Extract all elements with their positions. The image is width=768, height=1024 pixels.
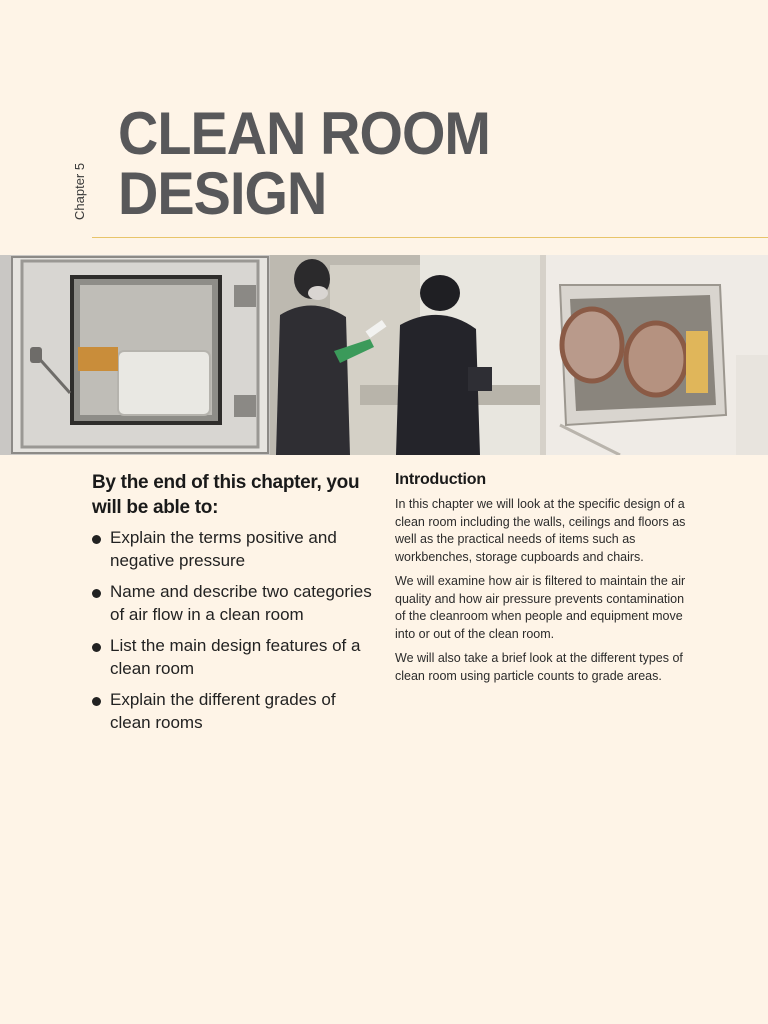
chapter-title — [118, 100, 490, 227]
objective-text: List the main design features of a clean room — [110, 636, 361, 678]
objective-text: Explain the terms positive and negative pressure — [110, 528, 337, 570]
objective-item — [92, 526, 372, 572]
bullet-icon — [92, 643, 101, 652]
bullet-icon — [92, 535, 101, 544]
introduction-paragraph: We will also take a brief look at the different types of clean room using particle counts to grade areas. — [395, 651, 683, 683]
objective-item — [92, 688, 372, 734]
objectives-list — [92, 526, 372, 734]
objective-item — [92, 634, 372, 680]
objective-text: Explain the different grades of clean rooms — [110, 690, 336, 732]
introduction-section — [395, 471, 695, 692]
photo-glove-box — [540, 255, 768, 455]
introduction-paragraph: We will examine how air is filtered to maintain the air quality and how air pressure prevents contamination of the cleanroom when people and equipment move into or out of the clean room. — [395, 574, 686, 641]
introduction-heading: Introduction — [395, 471, 486, 488]
chapter-title-line-1: CLEAN ROOM — [118, 100, 490, 167]
title-divider — [92, 237, 768, 238]
glove-box-image — [540, 255, 768, 455]
bullet-icon — [92, 697, 101, 706]
introduction-paragraph: In this chapter we will look at the specific design of a clean room including the walls, ceilings and floors as well as the practical needs of items such as workbenches, storage cupboards and chairs. — [395, 497, 686, 564]
bullet-icon — [92, 589, 101, 598]
learning-objectives — [92, 470, 372, 742]
cleanroom-workers-image — [270, 255, 540, 455]
photo-pass-through-hatch — [0, 255, 270, 455]
objective-text: Name and describe two categories of air flow in a clean room — [110, 582, 372, 624]
photo-strip — [0, 255, 768, 455]
photo-cleanroom-workers — [270, 255, 540, 455]
objective-item — [92, 580, 372, 626]
pass-through-hatch-image — [0, 255, 270, 455]
chapter-title-line-2: DESIGN — [118, 160, 327, 227]
objectives-heading: By the end of this chapter, you will be able to: — [92, 472, 360, 518]
chapter-label: Chapter 5 — [72, 162, 87, 220]
